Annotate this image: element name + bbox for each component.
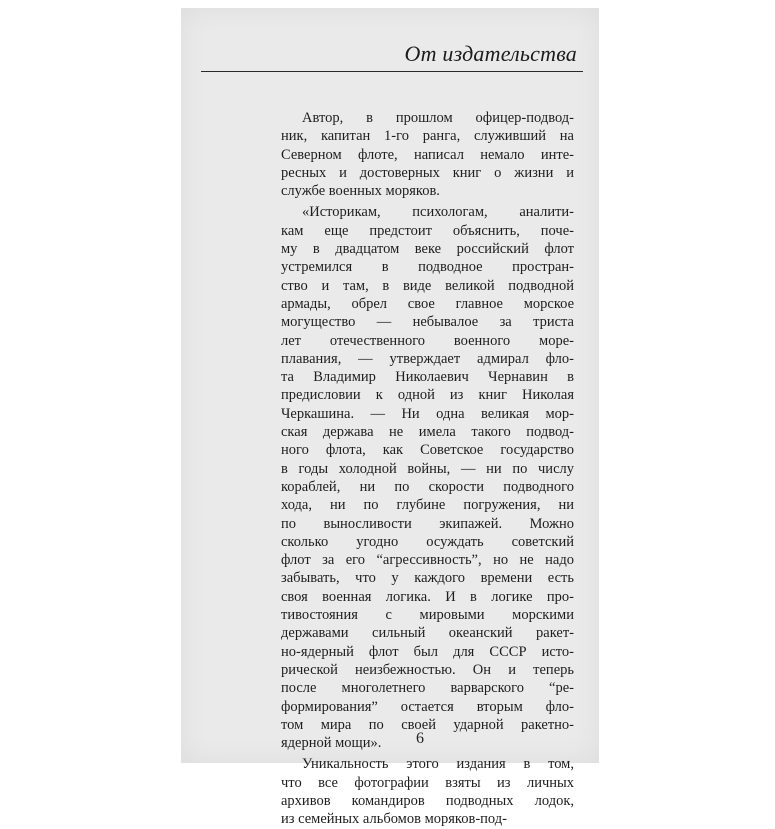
text-line: кам еще предстоит объяснить, поче-	[281, 222, 574, 239]
text-line: ядерной мощи».	[281, 735, 382, 752]
text-line: армады, обрел свое главное морское	[281, 295, 574, 312]
paragraph	[281, 203, 574, 752]
text-line: плавания, — утверждает адмирал фло-	[281, 350, 574, 367]
text-line: устремился в подводное простран-	[281, 259, 574, 276]
text-line: ство и там, в виде великой подводной	[281, 277, 574, 294]
book-page	[181, 8, 599, 828]
text-line: Черкашина. — Ни одна великая мор-	[281, 405, 574, 422]
text-line: ресных и достоверных книг о жизни и	[281, 164, 574, 181]
text-line: флот за его “агрессивность”, но не надо	[281, 552, 574, 569]
text-line: забывать, что у каждого времени есть	[281, 570, 574, 587]
text-line: та Владимир Николаевич Чернавин в	[281, 369, 574, 386]
page-number: 6	[416, 730, 424, 747]
paragraph	[281, 755, 574, 828]
text-line: из семейных альбомов моряков-под-	[281, 811, 507, 828]
text-line: могущество — небывалое за триста	[281, 314, 574, 331]
text-line: Уникальность этого издания в том,	[302, 756, 574, 773]
text-line: том мира по своей ударной ракетно-	[281, 716, 574, 733]
text-line: ник, капитан 1-го ранга, служивший на	[281, 128, 574, 145]
text-line: после многолетнего варварского “ре-	[281, 680, 574, 697]
text-line: ская держава не имела такого подвод-	[281, 424, 574, 441]
text-line: своя военная логика. И в логике про-	[281, 588, 574, 605]
text-line: «Историкам, психологам, аналити-	[302, 204, 574, 221]
text-line: ного флота, как Советское государство	[281, 442, 574, 459]
running-header: От издательства	[404, 41, 577, 66]
text-line: тивостояния с мировыми морскими	[281, 607, 574, 624]
body-text	[281, 109, 574, 829]
text-line: по выносливости экипажей. Можно	[281, 515, 574, 532]
text-line: предисловии к одной из книг Николая	[281, 387, 574, 404]
text-line: сколько угодно осуждать советский	[281, 533, 574, 550]
text-line: лет отечественного военного море-	[281, 332, 574, 349]
text-line: что все фотографии взяты из личных	[281, 774, 574, 791]
text-line: му в двадцатом веке российский флот	[281, 241, 574, 258]
text-line: рической неизбежностью. Он и теперь	[281, 661, 574, 678]
text-line: хода, ни по глубине погружения, ни	[281, 497, 574, 514]
paragraph	[281, 109, 574, 200]
text-line: в годы холодной войны, — ни по числу	[281, 460, 574, 477]
text-line: но-ядерный флот был для СССР исто-	[281, 643, 574, 660]
text-line: Северном флоте, написал немало инте-	[281, 146, 574, 163]
text-line: службе военных моряков.	[281, 183, 440, 200]
text-line: формирования” остается вторым фло-	[281, 698, 574, 715]
text-line: архивов командиров подводных лодок,	[281, 792, 574, 809]
text-line: Автор, в прошлом офицер-подвод-	[302, 110, 574, 126]
header-divider	[201, 71, 583, 72]
text-line: кораблей, ни по скорости подводного	[281, 478, 574, 495]
text-line: державами сильный океанский ракет-	[281, 625, 574, 642]
